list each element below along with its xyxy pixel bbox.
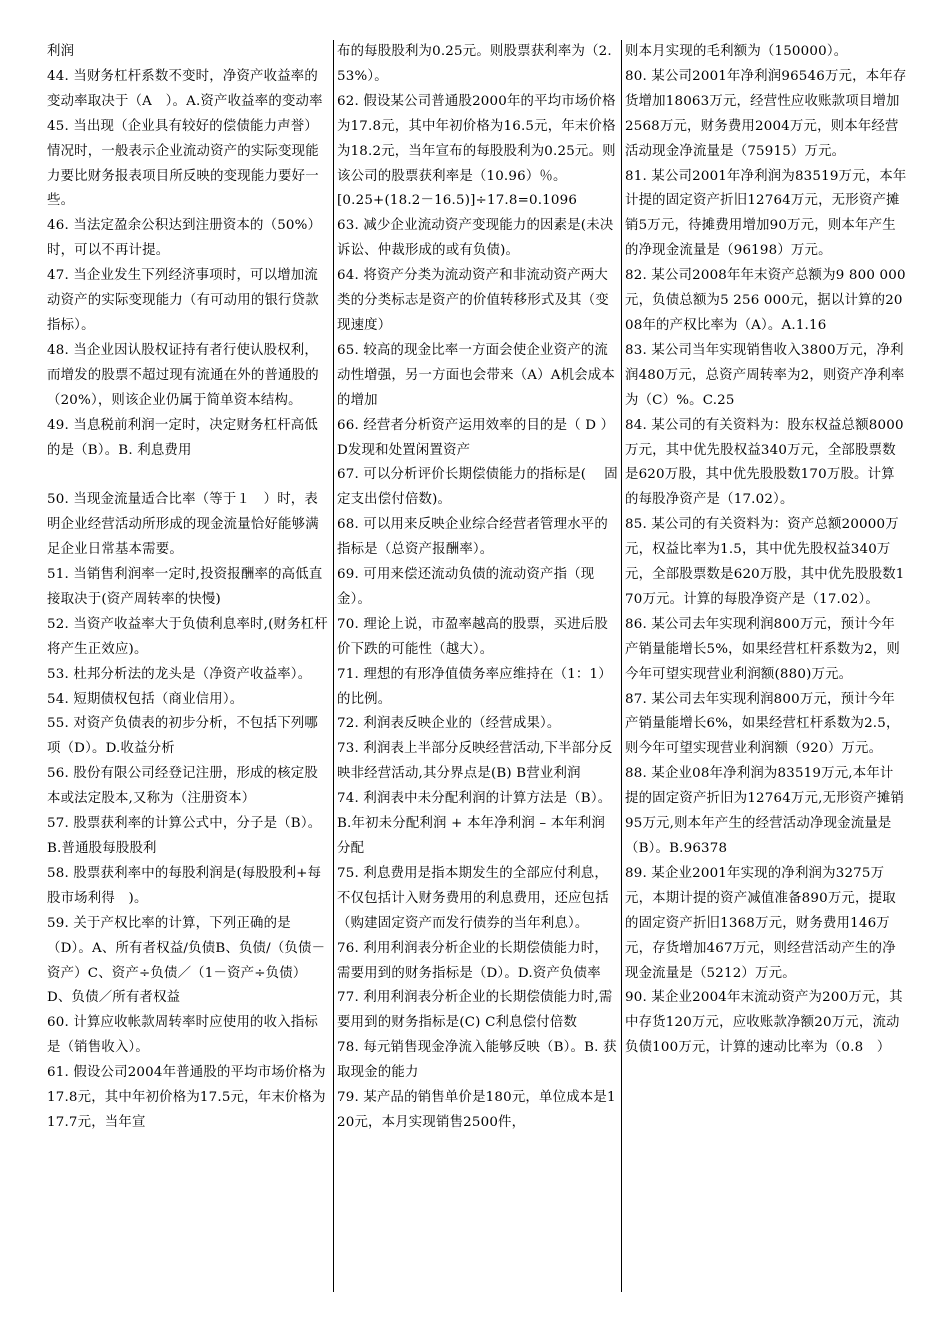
question-item: 66. 经营者分析资产运用效率的目的是（ D ）D发现和处置闲置资产 bbox=[337, 417, 615, 458]
question-item: 59. 关于产权比率的计算，下列正确的是（D）。A、所有者权益/负债B、负债/（负债－资产）C、资产÷负债／（1－资产÷负债）D、负债／所有者权益 bbox=[47, 915, 326, 1006]
question-item: 88. 某企业08年净利润为83519万元,本年计提的固定资产折旧为12764万元,无形资产摊销95万元,则本年产生的经营活动净现金流量是（B）。B.96378 bbox=[625, 766, 905, 856]
question-item: 67. 可以分析评价长期偿债能力的指标是( 固定支出偿付倍数)。 bbox=[337, 467, 618, 508]
question-item: 74. 利润表中未分配利润的计算方法是（B）。B.年初未分配利润 + 本年净利润 – 本年利润分配 bbox=[337, 791, 612, 856]
question-item: 49. 当息税前利润一定时，决定财务杠杆高低的是（B）。B. 利息费用 bbox=[47, 417, 318, 458]
question-item: 71. 理想的有形净值债务率应维持在（1：1）的比例。 bbox=[337, 666, 612, 707]
blank-line bbox=[47, 463, 330, 488]
question-item: 73. 利润表上半部分反映经营活动,下半部分反映非经营活动,其分界点是(B) B营业利润 bbox=[337, 741, 613, 782]
question-item: 90. 某企业2004年末流动资产为200万元，其中存货120万元，应收账款净额20万元，流动负债100万元，计算的速动比率为（0.8 ） bbox=[625, 990, 903, 1056]
question-item: 89. 某企业2001年实现的净利润为3275万元，本期计提的资产减值准备890万元，提取的固定资产折旧1368万元，财务费用146万元，存货增加467万元，则经营活动产生的净现金流量是（5212）万元。 bbox=[625, 865, 896, 981]
question-item: 47. 当企业发生下列经济事项时，可以增加流动资产的实际变现能力（有可动用的银行贷款指标）。 bbox=[47, 268, 319, 333]
document-page bbox=[44, 40, 910, 1292]
question-item: 86. 某公司去年实现利润800万元，预计今年产销量能增长5%，如果经营杠杆系数为2，则今年可望实现营业利润额(880)万元。 bbox=[625, 616, 900, 682]
question-item: 76. 利用利润表分析企业的长期偿债能力时，需要用到的财务指标是（D）。D.资产负债率 bbox=[337, 940, 608, 981]
question-item: 则本月实现的毛利额为（150000）。 bbox=[625, 44, 848, 59]
question-item: 46. 当法定盈余公积达到注册资本的（50%）时，可以不再计提。 bbox=[47, 218, 322, 259]
text-column-left bbox=[44, 40, 333, 1292]
question-item: 77. 利用利润表分析企业的长期偿债能力时,需要用到的财务指标是(C) C利息偿付倍数 bbox=[337, 990, 613, 1031]
question-item: 57. 股票获利率的计算公式中，分子是（B）。B.普通股每股股利 bbox=[47, 816, 322, 856]
question-item: 70. 理论上说，市盈率越高的股票，买进后股价下跌的可能性（越大）。 bbox=[337, 616, 608, 657]
question-item: 48. 当企业因认股权证持有者行使认股权利，而增发的股票不超过现有流通在外的普通股的（20%），则该企业仍属于简单资本结构。 bbox=[47, 342, 319, 408]
question-item: 82. 某公司2008年年末资产总额为9 800 000元，负债总额为5 256 000元，据以计算的2008年的产权比率为（A）。A.1.16 bbox=[625, 268, 906, 333]
question-item: 利润 bbox=[47, 44, 75, 59]
question-item: 68. 可以用来反映企业综合经营者管理水平的指标是（总资产报酬率）。 bbox=[337, 517, 608, 558]
text-column-right bbox=[621, 40, 910, 1292]
question-item: 51. 当销售利润率一定时,投资报酬率的高低直接取决于(资产周转率的快慢) bbox=[47, 567, 323, 607]
question-item: 84. 某公司的有关资料为：股东权益总额8000万元，其中优先股权益340万元，全部股票数是620万股，其中优先股股数170万股。计算的每股净资产是（17.02）。 bbox=[625, 417, 904, 508]
question-item: 69. 可用来偿还流动负债的流动资产指（现金）。 bbox=[337, 567, 595, 607]
question-item: 45. 当出现（企业具有较好的偿债能力声誉）情况时，一般表示企业流动资产的实际变现能力要比财务报表项目所反映的变现能力要好一些。 bbox=[47, 118, 319, 209]
question-item: 63. 减少企业流动资产变现能力的因素是(未决诉讼、仲裁形成的或有负债)。 bbox=[337, 218, 614, 259]
question-item: 52. 当资产收益率大于负债利息率时,(财务杠杆将产生正效应)。 bbox=[47, 616, 328, 657]
question-item: 54. 短期债权包括（商业信用）。 bbox=[47, 691, 244, 707]
question-item: 87. 某公司去年实现利润800万元，预计今年产销量能增长6%，如果经营杠杆系数为2.5，则今年可望实现营业利润额（920）万元。 bbox=[625, 691, 900, 757]
question-item: 55. 对资产负债表的初步分析，不包括下列哪项（D）。D.收益分析 bbox=[47, 716, 318, 757]
question-item: 布的每股股利为0.25元。则股票获利率为（2.53%）。 bbox=[337, 44, 612, 84]
question-item: 81. 某公司2001年净利润为83519万元，本年计提的固定资产折旧12764万元，无形资产摊销5万元，待摊费用增加90万元，则本年产生的净现金流量是（96198）万元。 bbox=[625, 168, 907, 259]
question-item: 64. 将资产分类为流动资产和非流动资产两大类的分类标志是资产的价值转移形式及其（变现速度） bbox=[337, 268, 609, 333]
question-item: 80. 某公司2001年净利润96546万元，本年存货增加18063万元，经营性应收账款项目增加2568万元，财务费用2004万元，则本年经营活动现金净流量是（75915）万元。 bbox=[625, 68, 907, 159]
question-item: 78. 每元销售现金净流入能够反映（B）。B. 获取现金的能力 bbox=[337, 1040, 617, 1081]
text-column-middle bbox=[333, 40, 621, 1292]
question-item: 58. 股票获利率中的每股利润是(每股股利+每股市场利得 )。 bbox=[47, 865, 322, 906]
question-item: 50. 当现金流量适合比率（等于１ ）时，表明企业经营活动所形成的现金流量恰好能够满足企业日常基本需要。 bbox=[47, 492, 319, 558]
question-item: 44. 当财务杠杆系数不变时，净资产收益率的变动率取决于（A ）。A.资产收益率的变动率 bbox=[47, 68, 323, 109]
question-item: 75. 利息费用是指本期发生的全部应付利息，不仅包括计入财务费用的利息费用，还应包括（购建固定资产而发行债券的当年利息）。 bbox=[337, 865, 609, 931]
question-item: 72. 利润表反映企业的（经营成果）。 bbox=[337, 716, 561, 732]
question-item: 65. 较高的现金比率一方面会使企业资产的流动性增强，另一方面也会带来（A）A机会成本的增加 bbox=[337, 342, 615, 408]
question-item: 61. 假设公司2004年普通股的平均市场价格为17.8元，其中年初价格为17.5元，年末价格为17.7元，当年宣 bbox=[47, 1065, 326, 1130]
question-item: 62. 假设某公司普通股2000年的平均市场价格为17.8元，其中年初价格为16.5元，年末价格为18.2元，当年宣布的每股股利为0.25元。则该公司的股票获利率是（10.96）％。 bbox=[337, 93, 616, 184]
question-item: 83. 某公司当年实现销售收入3800万元，净利润480万元，总资产周转率为2，则资产净利率为（C）%。C.25 bbox=[625, 342, 905, 408]
question-item: 53. 杜邦分析法的龙头是（净资产收益率）。 bbox=[47, 666, 312, 682]
question-item: 79. 某产品的销售单价是180元，单位成本是120元，本月实现销售2500件， bbox=[337, 1090, 616, 1130]
question-item: 60. 计算应收帐款周转率时应使用的收入指标是（销售收入）。 bbox=[47, 1015, 318, 1056]
question-item: 85. 某公司的有关资料为：资产总额20000万元，权益比率为1.5，其中优先股权益340万元，全部股票数是620万股，其中优先股股数170万元。计算的每股净资产是（17.02）。 bbox=[625, 517, 905, 607]
question-item: [0.25+(18.2－16.5)]÷17.8=0.1096 bbox=[337, 193, 578, 209]
question-item: 56. 股份有限公司经登记注册，形成的核定股本或法定股本,又称为（注册资本） bbox=[47, 766, 318, 807]
